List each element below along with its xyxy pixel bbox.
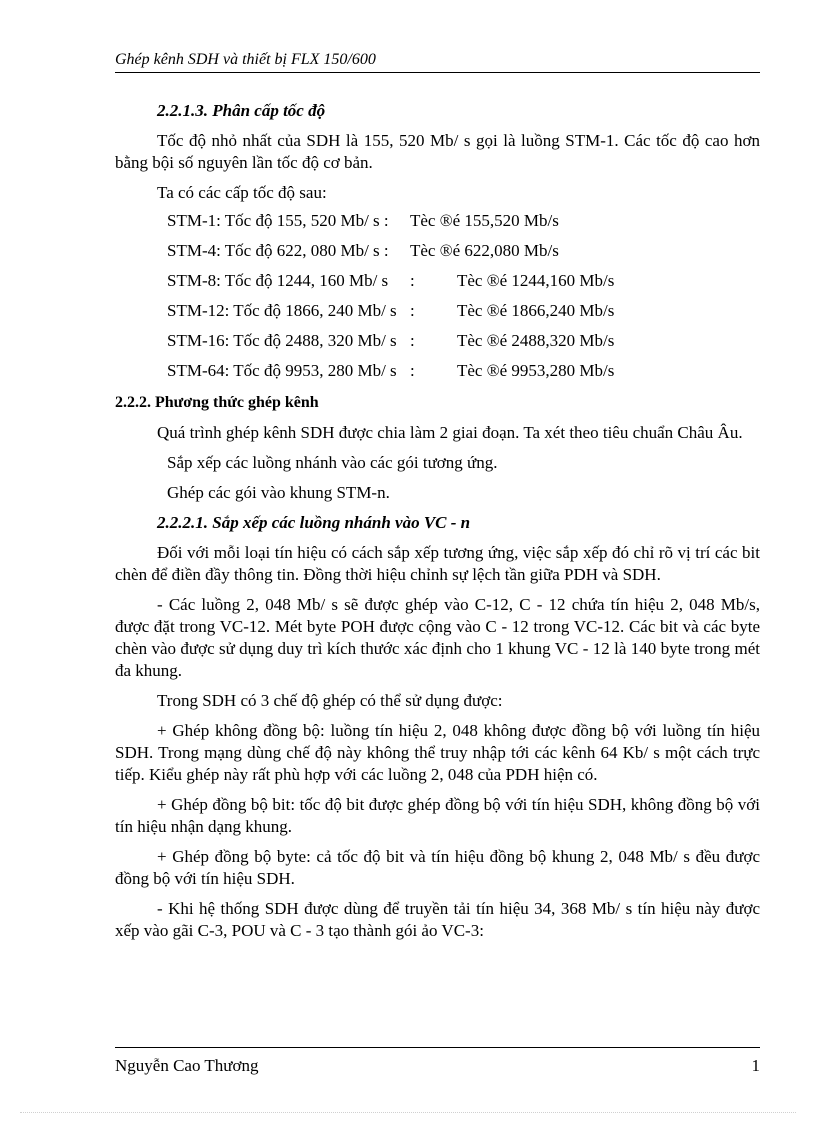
speed-value: Tèc ®é 155,520 Mb/s — [410, 211, 559, 230]
speed-label: STM-16: Tốc độ 2488, 320 Mb/ s — [167, 331, 397, 350]
list-item: Ghép các gói vào khung STM-n. — [167, 483, 390, 502]
paragraph: + Ghép đồng bộ byte: cả tốc độ bit và tín hiệu đồng bộ khung 2, 048 Mb/ s đều được đồng bộ với tín hiệu SDH. — [115, 847, 760, 888]
speed-label: STM-8: Tốc độ 1244, 160 Mb/ s — [167, 271, 389, 290]
speed-colon: : — [410, 361, 415, 380]
speed-colon: : — [410, 271, 415, 290]
speed-value: Tèc ®é 9953,280 Mb/s — [457, 361, 615, 380]
section-heading-2-2-2: 2.2.2. Phương thức ghép kênh — [115, 394, 319, 411]
speed-row — [115, 326, 760, 356]
paragraph: - Khi hệ thống SDH được dùng để truyền tải tín hiệu 34, 368 Mb/ s tín hiệu này được xếp vào gãi C-3, POU và C - 3 tạo thành gói ảo VC-3: — [115, 899, 760, 940]
paragraph: Tốc độ nhỏ nhất của SDH là 155, 520 Mb/ s gọi là luồng STM-1. Các tốc độ cao hơn bằng bội số nguyên lần tốc độ cơ bản. — [115, 131, 760, 172]
paragraph: - Các luồng 2, 048 Mb/ s sẽ được ghép vào C-12, C - 12 chứa tín hiệu 2, 048 Mb/s, được đặt trong VC-12. Mét byte POH được cộng vào C - 12 trong VC-12. Các bit và các byte chèn vào được sử dụng duy trì kích thước xác định cho 1 khung VC - 12 là 140 byte trong mét đa khung. — [115, 595, 760, 680]
footer-author: Nguyễn Cao Thương — [115, 1056, 259, 1075]
speed-colon: : — [410, 331, 415, 350]
speed-row — [115, 266, 760, 296]
list-item: Sắp xếp các luồng nhánh vào các gói tương ứng. — [167, 453, 498, 472]
speed-value: Tèc ®é 2488,320 Mb/s — [457, 331, 615, 350]
page-bottom-divider — [20, 1112, 796, 1113]
paragraph: Quá trình ghép kênh SDH được chia làm 2 giai đoạn. Ta xét theo tiêu chuẩn Châu Âu. — [157, 423, 743, 442]
section-heading-2-2-1-3: 2.2.1.3. Phân cấp tốc độ — [157, 101, 326, 120]
paragraph: + Ghép không đồng bộ: luồng tín hiệu 2, 048 không được đồng bộ với luồng tín hiệu SDH. Trong mạng dùng chế độ này không thể truy nhập tới các kênh 64 Kb/ s một cách trực tiếp. Kiểu ghép này rất phù hợp với các luồng 2, 048 của PDH hiện có. — [115, 721, 760, 784]
speed-value: Tèc ®é 622,080 Mb/s — [410, 241, 559, 260]
speed-row — [115, 236, 760, 266]
speed-row — [115, 296, 760, 326]
header-title: Ghép kênh SDH và thiết bị FLX 150/600 — [115, 51, 376, 68]
speed-label: STM-1: Tốc độ 155, 520 Mb/ s : — [167, 211, 389, 230]
speed-value: Tèc ®é 1866,240 Mb/s — [457, 301, 615, 320]
speed-row — [115, 356, 760, 386]
speed-label: STM-4: Tốc độ 622, 080 Mb/ s : — [167, 241, 389, 260]
paragraph: + Ghép đồng bộ bit: tốc độ bit được ghép đồng bộ với tín hiệu SDH, không đồng bộ với tín hiệu nhận dạng khung. — [115, 795, 760, 836]
section-heading-2-2-2-1: 2.2.2.1. Sắp xếp các luồng nhánh vào VC - n — [157, 513, 471, 532]
speed-colon: : — [410, 301, 415, 320]
speed-list — [115, 206, 760, 386]
page-header — [115, 50, 760, 73]
speed-label: STM-12: Tốc độ 1866, 240 Mb/ s — [167, 301, 397, 320]
speed-label: STM-64: Tốc độ 9953, 280 Mb/ s — [167, 361, 397, 380]
page-content — [115, 100, 760, 950]
paragraph: Trong SDH có 3 chế độ ghép có thể sử dụng được: — [157, 691, 503, 710]
page-footer — [115, 1047, 760, 1076]
paragraph: Ta có các cấp tốc độ sau: — [157, 183, 327, 202]
speed-value: Tèc ®é 1244,160 Mb/s — [457, 271, 615, 290]
speed-row — [115, 206, 760, 236]
paragraph: Đối với mỗi loại tín hiệu có cách sắp xếp tương ứng, việc sắp xếp đó chỉ rõ vị trí các bit chèn để điền đầy thông tin. Đồng thời hiệu chỉnh sự lệch tần giữa PDH và SDH. — [115, 543, 760, 584]
page-number: 1 — [751, 1056, 760, 1075]
